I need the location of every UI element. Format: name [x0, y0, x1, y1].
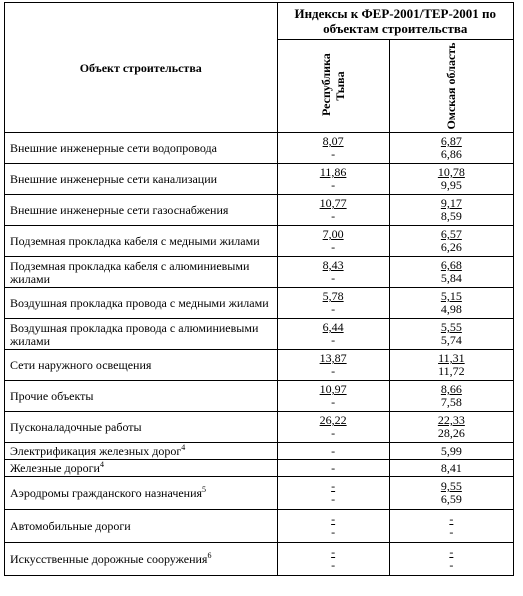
footnote-mark: 4: [181, 443, 186, 452]
tyva-value: 10,97 -: [277, 381, 389, 412]
tyva-value: 10,77 -: [277, 195, 389, 226]
table-row: [5, 133, 514, 164]
tyva-value: 13,87 -: [277, 350, 389, 381]
row-name: Автомобильные дороги: [5, 510, 278, 543]
omsk-value: 11,31 11,72: [389, 350, 513, 381]
table-row: [5, 350, 514, 381]
table-row: [5, 319, 514, 350]
table-row: [5, 477, 514, 510]
table-row: [5, 412, 514, 443]
table-row: [5, 381, 514, 412]
table-row: [5, 543, 514, 576]
row-name: Аэродромы гражданского назначения$^5$: [5, 477, 278, 510]
tyva-value: 7,00 -: [277, 226, 389, 257]
omsk-value: 10,78 9,95: [389, 164, 513, 195]
row-name: Внешние инженерные сети водопровода: [5, 133, 278, 164]
row-name: Подземная прокладка кабеля с медными жилами: [5, 226, 278, 257]
row-name: Искусственные дорожные сооружения$^6$: [5, 543, 278, 576]
footnote-mark: 5: [202, 485, 207, 494]
index-table: [4, 2, 514, 576]
omsk-value: 9,17 8,59: [389, 195, 513, 226]
row-name: Воздушная прокладка провода с медными жилами: [5, 288, 278, 319]
tyva-value: - -: [277, 477, 389, 510]
omsk-value: 5,15 4,98: [389, 288, 513, 319]
omsk-value: 9,55 6,59: [389, 477, 513, 510]
table-row: [5, 288, 514, 319]
table-row: [5, 164, 514, 195]
tyva-value: -: [277, 443, 389, 460]
tyva-value: - -: [277, 510, 389, 543]
object-column-label: Объект строительства: [79, 60, 202, 75]
table-row: [5, 195, 514, 226]
tyva-value: 6,44 -: [277, 319, 389, 350]
row-name: Пусконаладочные работы: [5, 412, 278, 443]
object-column-header: [5, 3, 278, 133]
omsk-value: 5,99: [389, 443, 513, 460]
omsk-value: 22,33 28,26: [389, 412, 513, 443]
row-name: Воздушная прокладка провода с алюминиевыми жилами: [5, 319, 278, 350]
row-name: Внешние инженерные сети канализации: [5, 164, 278, 195]
omsk-value: 8,66 7,58: [389, 381, 513, 412]
footnote-mark: 4: [99, 460, 104, 469]
table-row: [5, 226, 514, 257]
row-name: Прочие объекты: [5, 381, 278, 412]
table-row: [5, 460, 514, 477]
tyva-column-header: [277, 40, 389, 133]
omsk-column-header: [389, 40, 513, 133]
table-row: [5, 257, 514, 288]
tyva-value: 8,43 -: [277, 257, 389, 288]
tyva-value: 8,07 -: [277, 133, 389, 164]
indices-header: Индексы к ФЕР-2001/ТЕР-2001 по объектам строительства: [277, 3, 513, 40]
omsk-value: 6,68 5,84: [389, 257, 513, 288]
omsk-value: 8,41: [389, 460, 513, 477]
omsk-value: - -: [389, 543, 513, 576]
omsk-value: 6,87 6,86: [389, 133, 513, 164]
footnote-mark: 6: [207, 551, 212, 560]
table-row: [5, 510, 514, 543]
omsk-value: 6,57 6,26: [389, 226, 513, 257]
tyva-value: 5,78 -: [277, 288, 389, 319]
omsk-value: - -: [389, 510, 513, 543]
row-name: Сети наружного освещения: [5, 350, 278, 381]
row-name: Электрификация железных дорог$^4$: [5, 443, 278, 460]
tyva-value: 11,86 -: [277, 164, 389, 195]
tyva-value: - -: [277, 543, 389, 576]
tyva-column-label: Республика Тыва: [319, 53, 348, 116]
omsk-column-label: Омская область: [444, 42, 459, 130]
omsk-value: 5,55 5,74: [389, 319, 513, 350]
table-row: [5, 443, 514, 460]
row-name: Железные дороги$^4$: [5, 460, 278, 477]
row-name: Подземная прокладка кабеля с алюминиевыми жилами: [5, 257, 278, 288]
tyva-value: 26,22 -: [277, 412, 389, 443]
row-name: Внешние инженерные сети газоснабжения: [5, 195, 278, 226]
tyva-value: -: [277, 460, 389, 477]
